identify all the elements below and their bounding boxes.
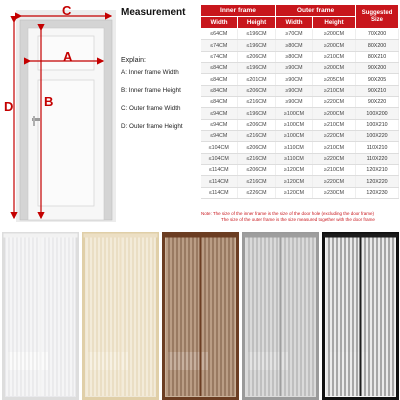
curtain-left-half bbox=[246, 236, 281, 396]
inner-height-cell: ≤216CM bbox=[238, 131, 276, 142]
outer-height-cell: ≥210CM bbox=[313, 165, 356, 176]
inner-width-cell: ≤94CM bbox=[201, 131, 238, 142]
top-binding bbox=[324, 234, 398, 238]
table-row bbox=[201, 176, 399, 187]
suggested-size-cell: 90X210 bbox=[356, 85, 399, 96]
inner-width-cell: ≤64CM bbox=[201, 29, 238, 40]
top-binding bbox=[244, 234, 318, 238]
outer-width-cell: ≥90CM bbox=[276, 74, 313, 85]
inner-height-cell: ≤216CM bbox=[238, 176, 276, 187]
outer-width-cell: ≥100CM bbox=[276, 119, 313, 130]
inner-width-cell: ≤84CM bbox=[201, 85, 238, 96]
label-c: C bbox=[62, 3, 72, 18]
curtain-color-gallery bbox=[0, 232, 400, 400]
curtain-panel-black bbox=[322, 232, 399, 400]
outer-height-cell: ≥200CM bbox=[313, 40, 356, 51]
outer-height-cell: ≥210CM bbox=[313, 119, 356, 130]
table-row bbox=[201, 85, 399, 96]
curtain-panel-beige bbox=[82, 232, 159, 400]
label-b: B bbox=[44, 94, 54, 109]
top-binding bbox=[84, 234, 158, 238]
outer-height-cell: ≥220CM bbox=[313, 176, 356, 187]
outer-width-cell: ≥80CM bbox=[276, 40, 313, 51]
curtain-right-half bbox=[361, 236, 396, 396]
table-row bbox=[201, 74, 399, 85]
outer-height-cell: ≥210CM bbox=[313, 51, 356, 62]
suggested-size-cell: 100X220 bbox=[356, 131, 399, 142]
outer-height-cell: ≥200CM bbox=[313, 108, 356, 119]
inner-width-cell: ≤94CM bbox=[201, 119, 238, 130]
table-row bbox=[201, 165, 399, 176]
inner-height-cell: ≤216CM bbox=[238, 153, 276, 164]
suggested-size-cell: 80X210 bbox=[356, 51, 399, 62]
outer-width-cell: ≥120CM bbox=[276, 187, 313, 198]
explain-legend bbox=[121, 57, 201, 141]
inner-width-cell: ≤104CM bbox=[201, 153, 238, 164]
curtain-right-half bbox=[41, 236, 76, 396]
explain-item-d: D: Outer frame Height bbox=[121, 123, 183, 130]
outer-width-cell: ≥110CM bbox=[276, 142, 313, 153]
outer-width-cell: ≥80CM bbox=[276, 51, 313, 62]
outer-height-cell: ≥210CM bbox=[313, 85, 356, 96]
inner-height-cell: ≤226CM bbox=[238, 187, 276, 198]
inner-height-cell: ≤206CM bbox=[238, 51, 276, 62]
top-binding bbox=[4, 234, 78, 238]
inner-width-cell: ≤84CM bbox=[201, 97, 238, 108]
size-note bbox=[201, 211, 399, 223]
outer-width-cell: ≥120CM bbox=[276, 176, 313, 187]
inner-height-cell: ≤206CM bbox=[238, 165, 276, 176]
table-row bbox=[201, 119, 399, 130]
header-outer-width: Width bbox=[276, 17, 313, 29]
suggested-size-cell: 90X200 bbox=[356, 63, 399, 74]
curtain-left-half bbox=[166, 236, 201, 396]
suggested-size-cell: 70X200 bbox=[356, 29, 399, 40]
outer-height-cell: ≥220CM bbox=[313, 131, 356, 142]
inner-width-cell: ≤94CM bbox=[201, 108, 238, 119]
inner-width-cell: ≤74CM bbox=[201, 40, 238, 51]
size-table bbox=[200, 4, 399, 199]
outer-height-cell: ≥205CM bbox=[313, 74, 356, 85]
inner-width-cell: ≤84CM bbox=[201, 63, 238, 74]
table-row bbox=[201, 29, 399, 40]
inner-width-cell: ≤74CM bbox=[201, 51, 238, 62]
curtain-panel-grey bbox=[242, 232, 319, 400]
note-line-1: Note: The size of the inner frame is the size of the door hole (excluding the door frame) bbox=[201, 211, 375, 216]
table-row bbox=[201, 187, 399, 198]
outer-height-cell: ≥230CM bbox=[313, 187, 356, 198]
table-row bbox=[201, 97, 399, 108]
inner-height-cell: ≤196CM bbox=[238, 63, 276, 74]
label-a: A bbox=[63, 49, 73, 64]
inner-width-cell: ≤84CM bbox=[201, 74, 238, 85]
inner-width-cell: ≤114CM bbox=[201, 165, 238, 176]
curtain-right-half bbox=[121, 236, 156, 396]
explain-item-c: C: Outer frame Width bbox=[121, 105, 181, 112]
inner-height-cell: ≤216CM bbox=[238, 97, 276, 108]
suggested-size-cell: 80X200 bbox=[356, 40, 399, 51]
outer-width-cell: ≥90CM bbox=[276, 97, 313, 108]
suggested-size-cell: 100X200 bbox=[356, 108, 399, 119]
inner-height-cell: ≤196CM bbox=[238, 108, 276, 119]
header-suggested-size: Suggested Size bbox=[356, 5, 399, 29]
size-table-body bbox=[201, 29, 399, 199]
outer-width-cell: ≥90CM bbox=[276, 63, 313, 74]
table-row bbox=[201, 153, 399, 164]
curtain-left-half bbox=[6, 236, 41, 396]
explain-title: Explain: bbox=[121, 57, 146, 64]
header-outer-height: Height bbox=[313, 17, 356, 29]
inner-height-cell: ≤201CM bbox=[238, 74, 276, 85]
note-line-2: The size of the outer frame is the size measured together with the door frame bbox=[221, 217, 375, 222]
suggested-size-cell: 120X220 bbox=[356, 176, 399, 187]
top-binding bbox=[164, 234, 238, 238]
curtain-panel-white bbox=[2, 232, 79, 400]
outer-height-cell: ≥220CM bbox=[313, 153, 356, 164]
curtain-left-half bbox=[326, 236, 361, 396]
suggested-size-cell: 100X210 bbox=[356, 119, 399, 130]
table-row bbox=[201, 131, 399, 142]
suggested-size-cell: 110X210 bbox=[356, 142, 399, 153]
outer-height-cell: ≥220CM bbox=[313, 97, 356, 108]
inner-width-cell: ≤104CM bbox=[201, 142, 238, 153]
inner-height-cell: ≤196CM bbox=[238, 40, 276, 51]
suggested-size-cell: 120X210 bbox=[356, 165, 399, 176]
measurement-title: Measurement bbox=[121, 7, 186, 18]
outer-width-cell: ≥100CM bbox=[276, 131, 313, 142]
explain-item-b: B: Inner frame Height bbox=[121, 87, 181, 94]
outer-width-cell: ≥110CM bbox=[276, 153, 313, 164]
header-inner-width: Width bbox=[201, 17, 238, 29]
explain-item-a: A: Inner frame Width bbox=[121, 69, 179, 76]
inner-width-cell: ≤114CM bbox=[201, 187, 238, 198]
outer-width-cell: ≥100CM bbox=[276, 108, 313, 119]
table-row bbox=[201, 51, 399, 62]
header-outer-frame: Outer frame bbox=[276, 5, 356, 17]
suggested-size-cell: 90X220 bbox=[356, 97, 399, 108]
inner-height-cell: ≤206CM bbox=[238, 142, 276, 153]
outer-width-cell: ≥90CM bbox=[276, 85, 313, 96]
inner-height-cell: ≤196CM bbox=[238, 29, 276, 40]
outer-height-cell: ≥200CM bbox=[313, 63, 356, 74]
table-row bbox=[201, 40, 399, 51]
curtain-left-half bbox=[86, 236, 121, 396]
outer-height-cell: ≥210CM bbox=[313, 142, 356, 153]
measurement-diagram bbox=[0, 0, 200, 225]
curtain-panel-brown bbox=[162, 232, 239, 400]
outer-width-cell: ≥70CM bbox=[276, 29, 313, 40]
inner-width-cell: ≤114CM bbox=[201, 176, 238, 187]
curtain-right-half bbox=[201, 236, 236, 396]
outer-width-cell: ≥120CM bbox=[276, 165, 313, 176]
inner-height-cell: ≤206CM bbox=[238, 85, 276, 96]
table-row bbox=[201, 108, 399, 119]
header-inner-frame: Inner frame bbox=[201, 5, 276, 17]
table-row bbox=[201, 142, 399, 153]
outer-height-cell: ≥200CM bbox=[313, 29, 356, 40]
suggested-size-cell: 90X205 bbox=[356, 74, 399, 85]
suggested-size-cell: 110X220 bbox=[356, 153, 399, 164]
table-row bbox=[201, 63, 399, 74]
label-d: D bbox=[4, 99, 14, 114]
curtain-right-half bbox=[281, 236, 316, 396]
suggested-size-cell: 120X230 bbox=[356, 187, 399, 198]
inner-height-cell: ≤206CM bbox=[238, 119, 276, 130]
header-inner-height: Height bbox=[238, 17, 276, 29]
